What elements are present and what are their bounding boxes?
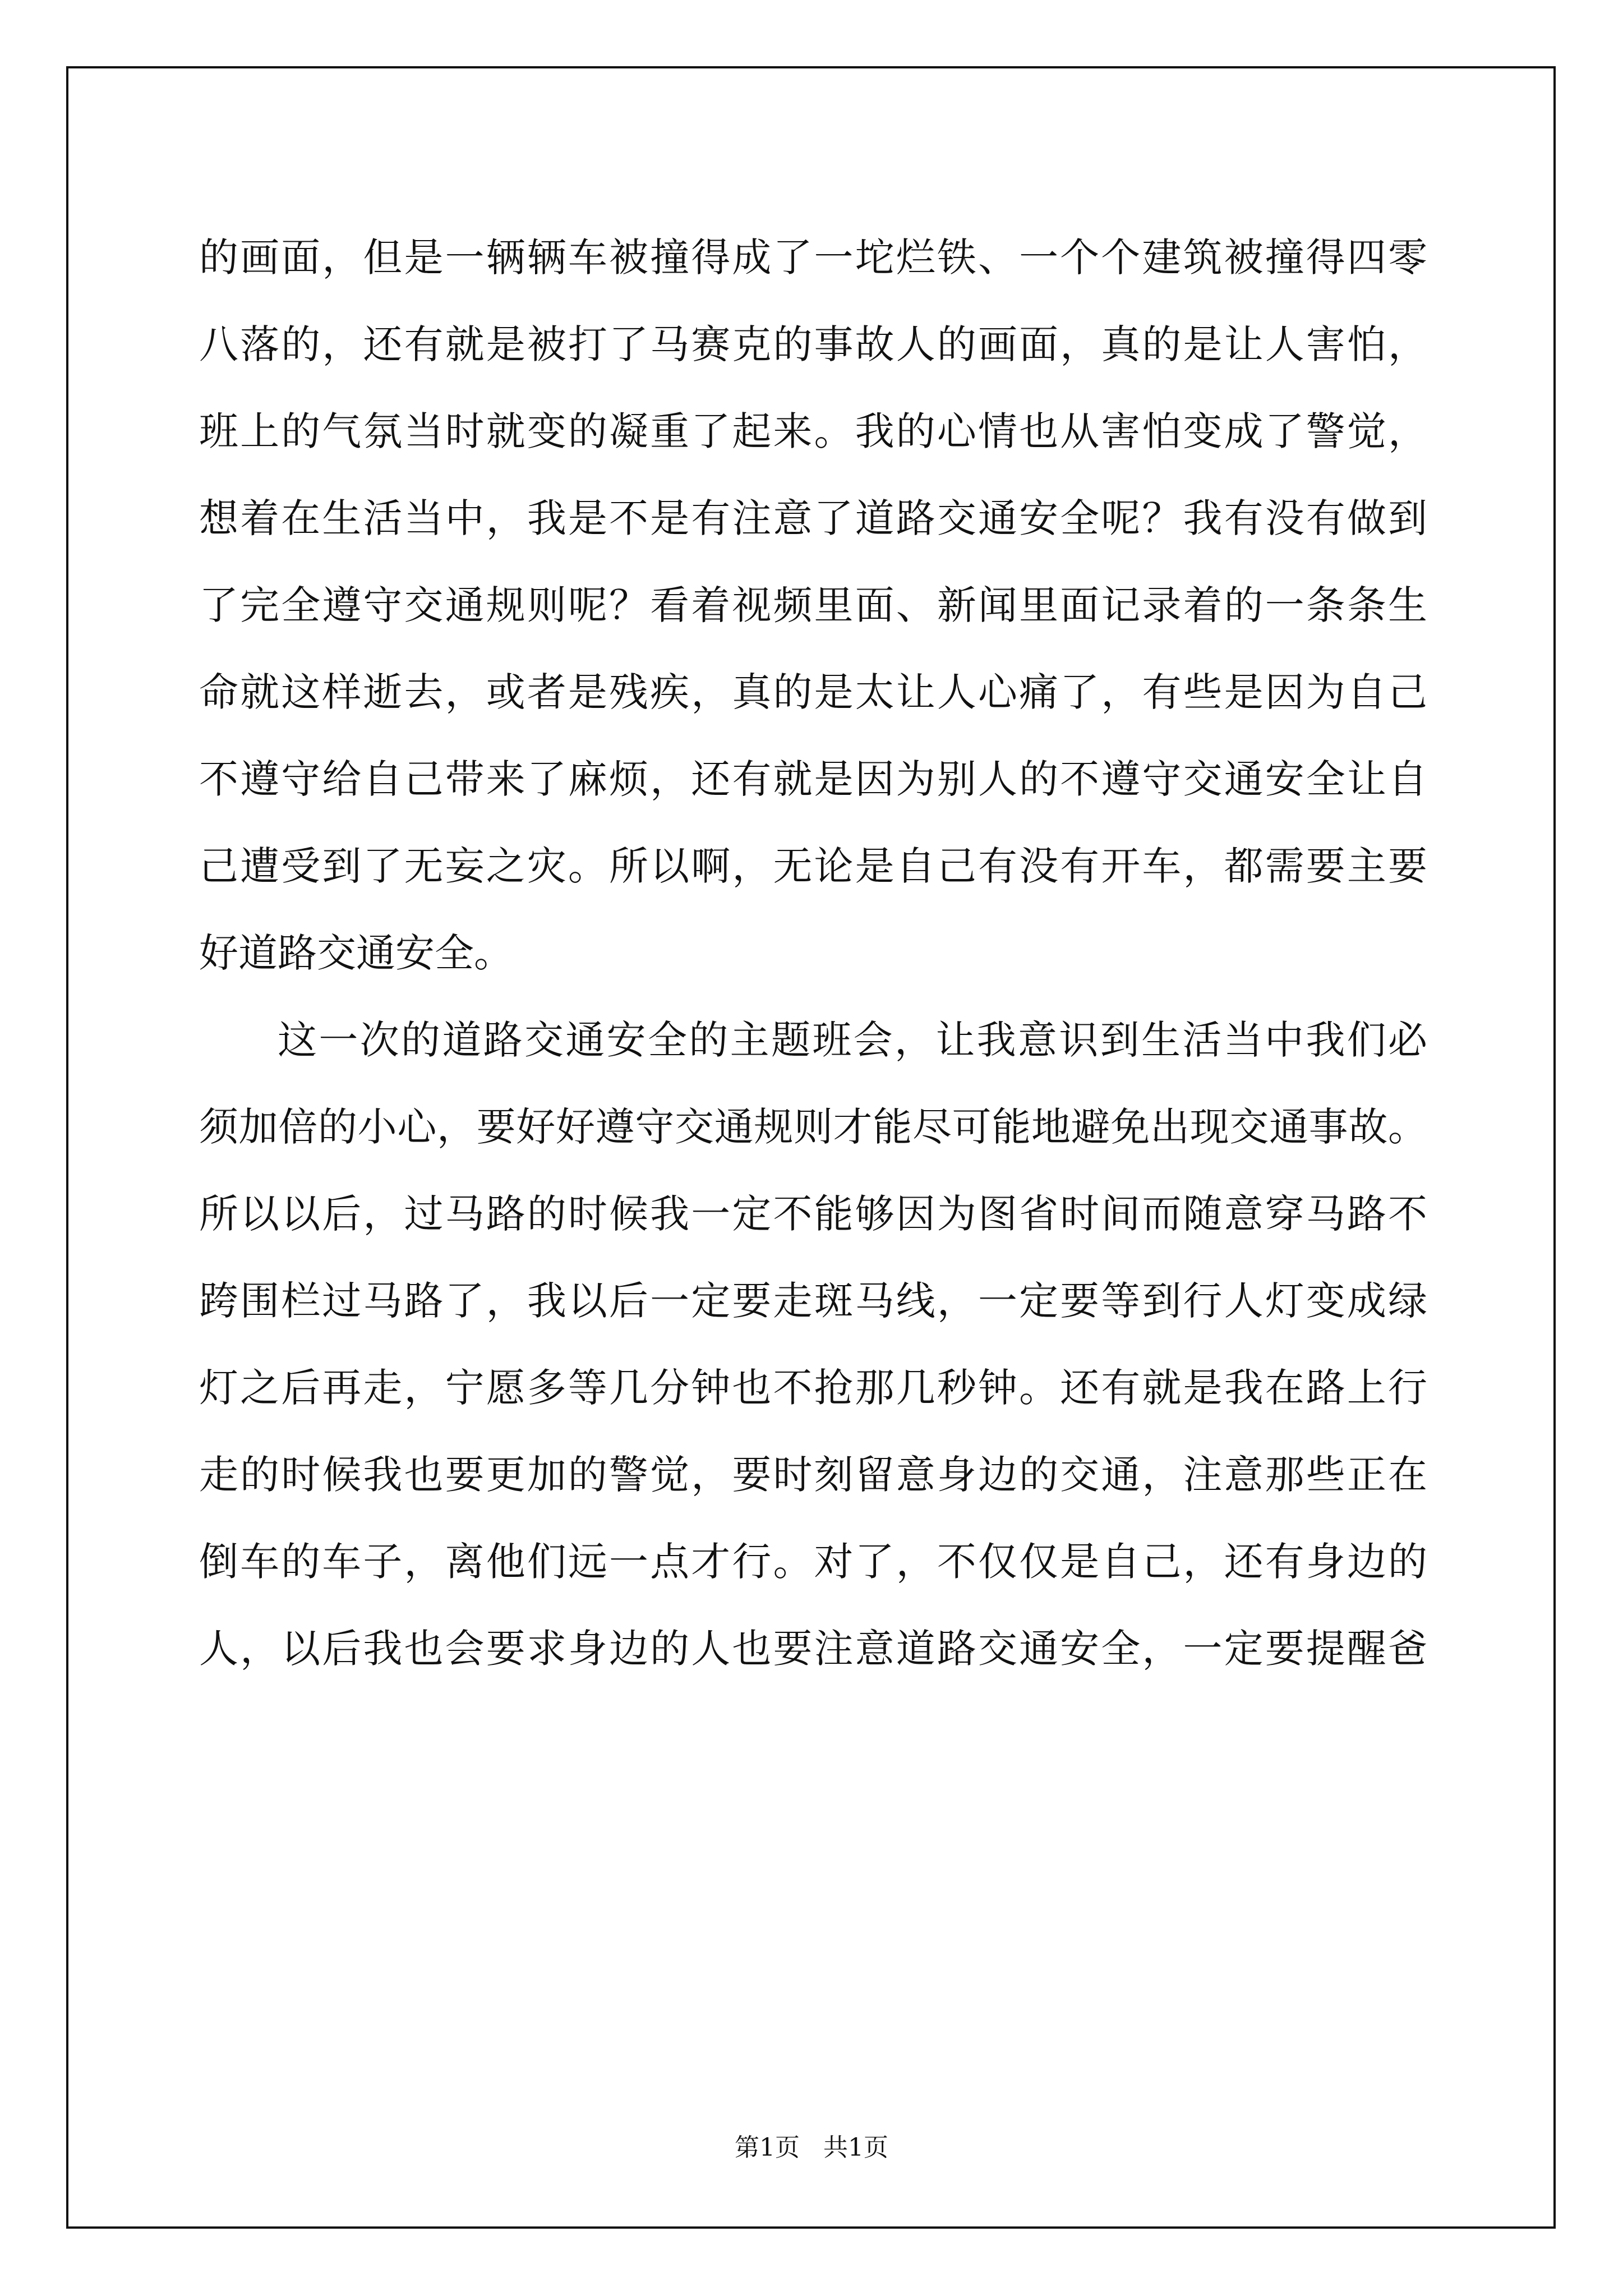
text-line: 想着在生活当中，我是不是有注意了道路交通安全呢？我有没有做到 [199,495,1427,541]
document-body [199,214,1427,1692]
text-line: 灯之后再走，宁愿多等几分钟也不抢那几秒钟。还有就是我在路上行 [199,1365,1427,1411]
text-line: 须加倍的小心，要好好遵守交通规则才能尽可能地避免出现交通事故。 [199,1104,1427,1150]
text-line: 班上的气氛当时就变的凝重了起来。我的心情也从害怕变成了警觉， [199,408,1427,454]
text-line: 倒车的车子，离他们远一点才行。对了，不仅仅是自己，还有身边的 [199,1539,1427,1585]
text-line: 己遭受到了无妄之灾。所以啊，无论是自己有没有开车，都需要主要 [199,843,1427,889]
text-line: 命就这样逝去，或者是残疾，真的是太让人心痛了，有些是因为自己 [199,669,1427,715]
text-line: 人，以后我也会要求身边的人也要注意道路交通安全，一定要提醒爸 [199,1626,1427,1672]
text-line: 好道路交通安全。 [199,930,513,976]
text-line: 这一次的道路交通安全的主题班会，让我意识到生活当中我们必 [278,1017,1427,1063]
text-line: 走的时候我也要更加的警觉，要时刻留意身边的交通，注意那些正在 [199,1452,1427,1498]
text-line: 跨围栏过马路了，我以后一定要走斑马线，一定要等到行人灯变成绿 [199,1278,1427,1324]
page-number-footer: 第1页 共1页 [735,2133,888,2162]
text-line: 八落的，还有就是被打了马赛克的事故人的画面，真的是让人害怕， [199,321,1427,367]
text-line: 所以以后，过马路的时候我一定不能够因为图省时间而随意穿马路不 [199,1191,1427,1237]
text-line: 了完全遵守交通规则呢？看着视频里面、新闻里面记录着的一条条生 [199,582,1427,628]
text-line: 的画面，但是一辆辆车被撞得成了一坨烂铁、一个个建筑被撞得四零 [199,234,1427,280]
text-line: 不遵守给自己带来了麻烦，还有就是因为别人的不遵守交通安全让自 [199,756,1427,802]
